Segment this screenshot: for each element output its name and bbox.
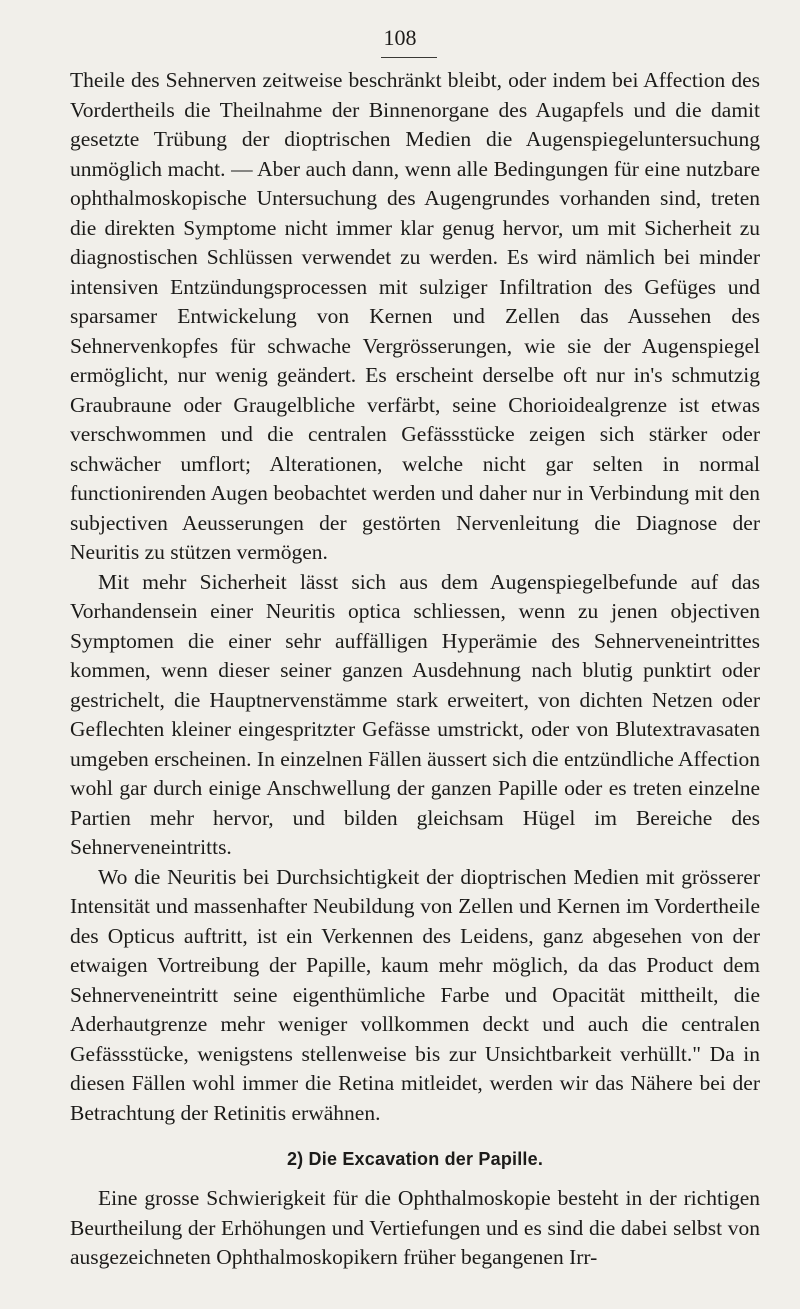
page-number: 108 <box>383 25 417 50</box>
section-heading: 2) Die Excavation der Papille. <box>286 1149 544 1169</box>
page-number-rule <box>381 57 437 58</box>
paragraph-continuation: Theile des Sehnerven zeitweise beschränkt bleibt, oder indem bei Affection des Vordertheils die Theilnahme der Binnenorgane des Augapfels und die damit gesetzte Trübung der dioptrischen Medien die Augenspiegeluntersuchung unmöglich macht. — Aber auch dann, wenn alle Bedingungen für eine nutzbare ophthalmoskopische Untersuchung des Augengrundes vorhanden sind, treten die direkten Symptome nicht immer klar genug hervor, um mit Sicherheit zu diagnostischen Schlüssen verwendet zu werden. Es wird nämlich bei minder intensiven Entzündungsprocessen mit sulziger Infiltration des Gefüges und sparsamer Entwickelung von Kernen und Zellen das Aussehen des Sehnervenkopfes für schwache Vergrösserungen, wie sie der Augenspiegel ermöglicht, nur wenig geändert. Es erscheint derselbe oft nur in's schmutzig Graubraune oder Graugelbliche verfärbt, seine Chorioidealgrenze ist etwas verschwommen und die centralen Gefässstücke zeigen sich stärker oder schwächer umflort; Alterationen, welche nicht gar selten in normal functionirenden Augen beobachtet werden und daher nur in Verbindung mit den subjectiven Aeusserungen der gestörten Nervenleitung die Diagnose der Neuritis zu stützen vermögen. <box>70 68 760 564</box>
paragraph-neuritis-intensity: Wo die Neuritis bei Durchsichtigkeit der dioptrischen Medien mit grösserer Intensität und massenhafter Neubildung von Zellen und Kernen im Vordertheile des Opticus auftritt, ist ein Verkennen des Leidens, ganz abgesehen von der etwaigen Vortreibung der Papille, kaum mehr möglich, da das Product dem Sehnerveneintritt seine eigenthümliche Farbe und Opacität mittheilt, die Aderhautgrenze mehr weniger vollkommen deckt und auch die centralen Gefässstücke, wenigstens stellenweise bis zur Unsichtbarkeit verhüllt." Da in diesen Fällen wohl immer die Retina mitleidet, werden wir das Nähere bei der Betrachtung der Retinitis erwähnen. <box>70 864 760 1125</box>
paragraph-neuritis-evidence: Mit mehr Sicherheit lässt sich aus dem Augenspiegelbefunde auf das Vorhandensein einer Neuritis optica schliessen, wenn zu jenen objectiven Symptomen die einer sehr auffälligen Hyperämie des Sehnerveneintrittes kommen, wenn dieser seiner ganzen Ausdehnung nach blutig punktirt oder gestrichelt, die Hauptnervenstämme stark erweitert, von dichten Netzen oder Geflechten kleiner eingespritzter Gefässe umstrickt, oder von Blutextravasaten umgeben erscheinen. In einzelnen Fällen äussert sich die entzündliche Affection wohl gar durch einige Anschwellung der ganzen Papille oder es treten einzelne Partien mehr hervor, und bilden gleichsam Hügel im Bereiche des Sehnerveneintritts. <box>70 569 760 859</box>
paragraph-excavation: Eine grosse Schwierigkeit für die Ophthalmoskopie besteht in der richtigen Beurtheilung der Erhöhungen und Vertiefungen und es sind die dabei selbst von ausgezeichneten Ophthalmoskopikern früher begangenen Irr- <box>70 1186 760 1269</box>
